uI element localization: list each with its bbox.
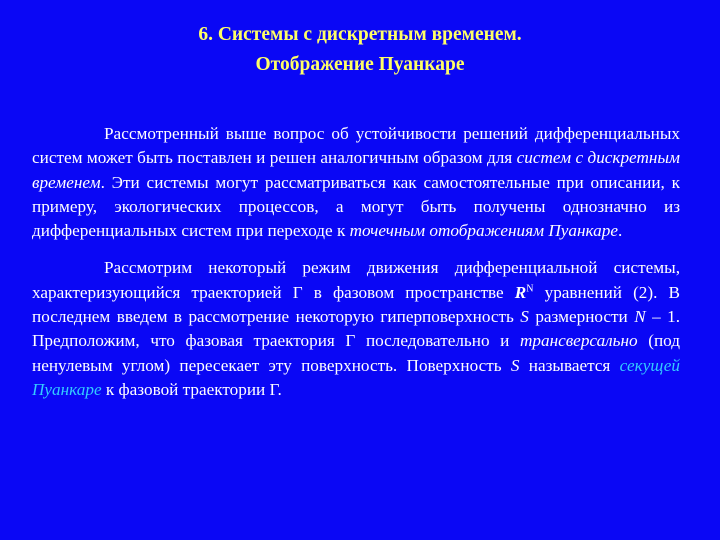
p2-symbol-S-2: S	[510, 355, 520, 375]
p1-text-e: .	[617, 221, 623, 241]
p2-text-c: размерности	[528, 307, 635, 327]
slide-body	[32, 122, 680, 402]
p2-text-a: Рассмотрим некоторый режим движения дифференциальной системы, характеризующийся траекторией Г в фазовом пространстве	[32, 258, 680, 302]
p2-text-f: (под ненулевым углом) пересекает эту поверхность. Поверхность	[32, 331, 680, 375]
p2-symbol-R: R	[514, 282, 527, 302]
p2-text-g: называется	[519, 355, 620, 375]
paragraph-2	[32, 256, 680, 402]
p2-text-b: уравнений (2). В последнем введем в рассмотрение некоторую гиперповерхность	[32, 282, 680, 327]
title-line-2: Отображение Пуанкаре	[255, 54, 465, 75]
p1-term-discrete-time-systems: систем с дискретным временем	[32, 148, 681, 192]
title-line-1: 6. Системы с дискретным временем.	[198, 24, 522, 45]
slide-title	[0, 20, 720, 80]
p2-superscript-N: N	[526, 283, 534, 295]
p2-symbol-N: N	[634, 307, 646, 327]
p2-text-i: к фазовой траектории Г.	[101, 379, 282, 399]
paragraph-1	[32, 122, 680, 243]
p2-text-d: – 1. Предположим, что фазовая траектория Г последовательно и	[32, 307, 681, 351]
p2-term-transversally: трансверсально	[519, 331, 638, 351]
p2-term-poincare-section: секущей Пуанкаре	[32, 355, 680, 399]
p1-text-a: Рассмотренный выше вопрос об устойчивости решений дифференциальных систем может быть поставлен и решен аналогичным образом для	[32, 124, 680, 168]
p2-symbol-S-1: S	[520, 307, 529, 327]
p1-text-c: . Эти системы могут рассматриваться как самостоятельные при описании, к примеру, экологических процессов, а могут быть получены однозначно из дифференциальных систем при переходе к	[32, 172, 680, 241]
p1-term-poincare-maps: точечным отображениям Пуанкаре	[349, 221, 618, 241]
